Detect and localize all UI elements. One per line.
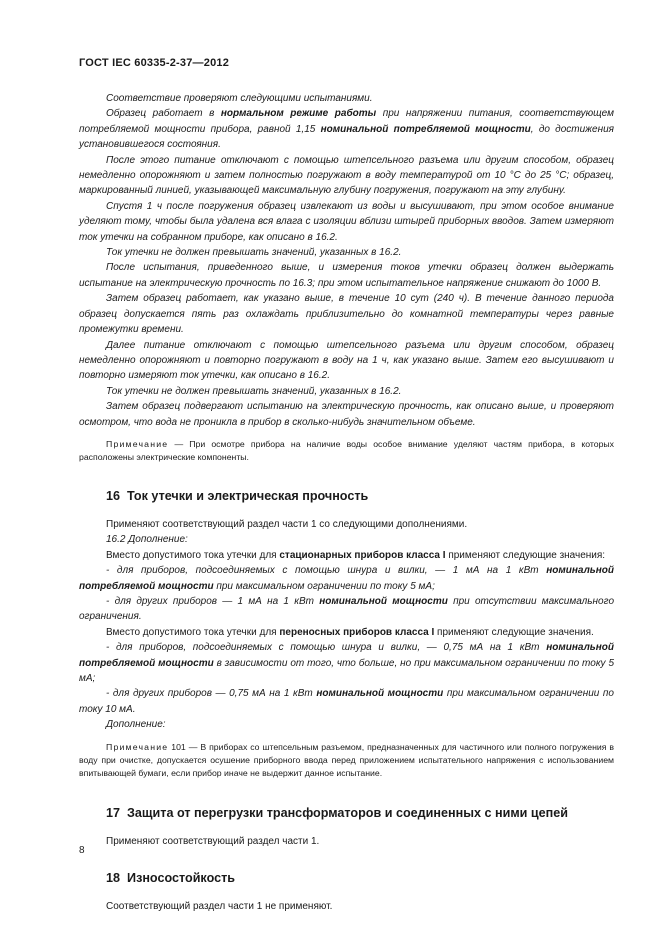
note — [79, 741, 614, 780]
term-stationary-class-i: стационарных приборов класса I — [279, 549, 446, 561]
list-item: - для приборов, подсоединяемых с помощью шнура и вилки, — 1 мА на 1 кВт номинальной потребляемой мощности при максимальном ограничении по току 5 мА; — [79, 565, 614, 592]
note-text: 101 — В приборах со штепсельным разъемом, предназначенных для частичного или полного погружения в воду при очистке, допускается осушение приборного ввода перед приложением испытательного напряжения с использованием впитывающей бумаги, если прибор иначе не выдержит данное испытание. — [79, 741, 614, 778]
document-body — [79, 91, 614, 914]
paragraph: Соответствующий раздел части 1 не применяют. — [106, 901, 333, 913]
term-rated-power-input: номинальной потребляемой мощности — [320, 123, 531, 135]
paragraph: Образец работает в нормальном режиме работы при напряжении питания, соответствующем потребляемой мощности прибора, равной 1,15 номинальной потребляемой мощности, до достижения установившегося состояния. — [79, 108, 615, 151]
note-label: Примечание — [106, 741, 169, 752]
paragraph: Затем образец подвергают испытанию на электрическую прочность, как описано выше, и проверяют осмотром, что вода не проникла в прибор в сколько-нибудь значительном объеме. — [79, 401, 614, 428]
list-item: - для других приборов — 0,75 мА на 1 кВт номинальной мощности при максимальном ограничении по току 10 мА. — [79, 688, 614, 715]
paragraph: Ток утечки не должен превышать значений, указанных в 16.2. — [106, 385, 402, 397]
paragraph: После испытания, приведенного выше, и измерения токов утечки образец должен выдержать испытание на электрическую прочность по 16.3; при этом испытательное напряжение снижают до 1000 В. — [79, 262, 614, 289]
page-header-standard-code: ГОСТ IEC 60335-2-37—2012 — [79, 57, 230, 69]
paragraph: Применяют соответствующий раздел части 1 со следующими дополнениями. — [106, 518, 468, 530]
note-label: Примечание — [106, 438, 169, 449]
list-item: - для приборов, подсоединяемых с помощью шнура и вилки, — 0,75 мА на 1 кВт номинальной потребляемой мощности в зависимости от того, что больше, но при максимальном ограничении по току 5 мА; — [79, 642, 615, 684]
page-number: 8 — [79, 845, 85, 856]
paragraph: После этого питание отключают с помощью штепсельного разъема или другим способом, образец немедленно опорожняют и затем полностью погружают в воду температурой от 10 °С до 25 °С; образец, маркированный линией, указывающей максимальную глубину погружения, погружают на эту глубину. — [79, 154, 614, 197]
addition-label: Дополнение: — [106, 719, 166, 731]
paragraph: Применяют соответствующий раздел части 1. — [106, 835, 320, 847]
paragraph: Ток утечки не должен превышать значений, указанных в 16.2. — [106, 247, 402, 259]
note-text: — При осмотре прибора на наличие воды особое внимание уделяют частям прибора, в которых расположены электрические компоненты. — [79, 438, 614, 462]
subclause-label: 16.2 Дополнение: — [106, 534, 188, 546]
paragraph: Спустя 1 ч после погружения образец извлекают из воды и высушивают, при этом особое внимание уделяют тому, чтобы была удалена вся влага с изоляции вблизи штырей приборных вводов. Затем измеряют ток утечки на собранном приборе, как описано в 16.2. — [79, 200, 614, 243]
term-normal-operation: нормальном режиме работы — [220, 108, 377, 120]
paragraph: Соответствие проверяют следующими испытаниями. — [106, 93, 373, 104]
paragraph: Вместо допустимого тока утечки для стационарных приборов класса I применяют следующие значения: — [106, 549, 606, 561]
term-portable-class-i: переносных приборов класса I — [279, 626, 435, 638]
section-heading-17: 17 Защита от перегрузки трансформаторов и соединенных с ними цепей — [106, 805, 569, 820]
paragraph: Вместо допустимого тока утечки для переносных приборов класса I применяют следующие значения. — [106, 626, 594, 638]
paragraph: Затем образец работает, как указано выше, в течение 10 сут (240 ч). В течение данного периода образец допускается пять раз охлаждать приблизительно до комнатной температуры через равные промежутки времени. — [79, 293, 614, 336]
note — [79, 438, 614, 464]
section-heading-18: 18 Износостойкость — [106, 871, 236, 886]
paragraph: Далее питание отключают с помощью штепсельного разъема или другим способом, образец немедленно опорожняют и повторно погружают в воду на 1 ч, как указано выше. Затем его высушивают и повторно измеряют ток утечки, как описано в 16.2. — [79, 339, 614, 382]
list-item: - для других приборов — 1 мА на 1 кВт номинальной мощности при отсутствии максимального ограничения. — [79, 595, 615, 623]
section-heading-16: 16 Ток утечки и электрическая прочность — [106, 488, 369, 503]
